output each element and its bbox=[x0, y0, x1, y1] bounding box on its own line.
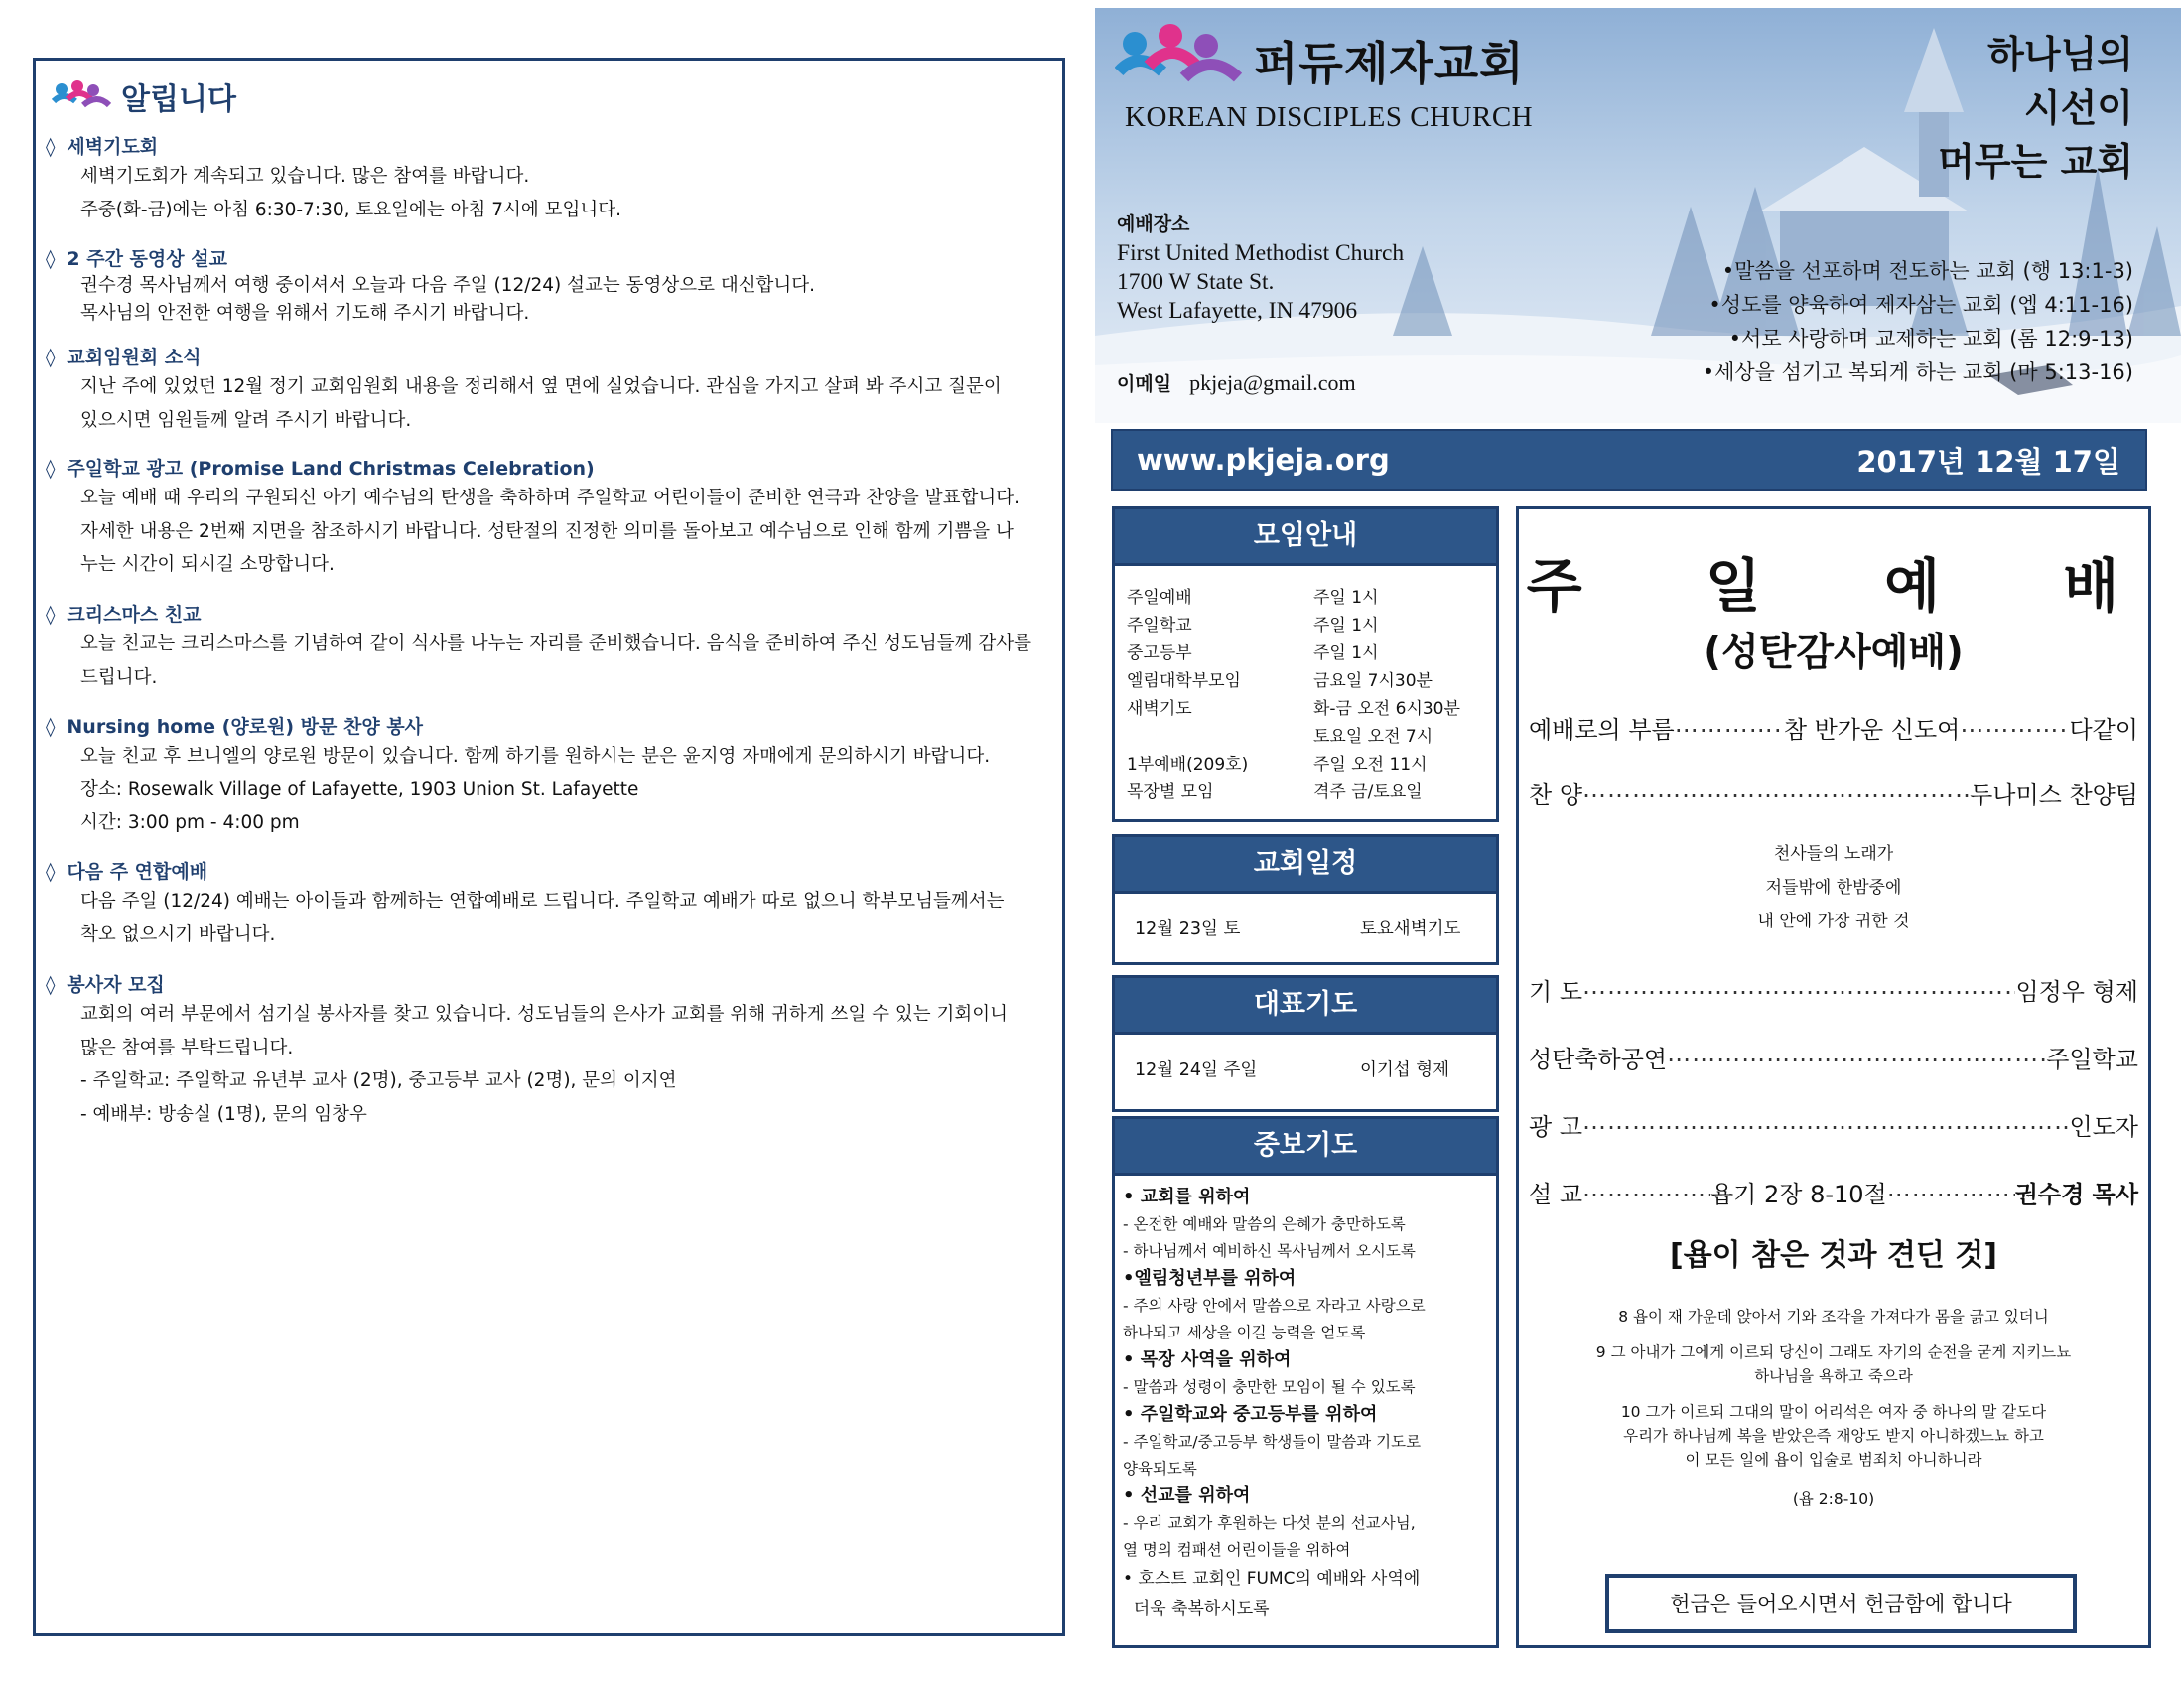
announcement-line: 누는 시간이 되시길 소망합니다. bbox=[80, 554, 335, 575]
intercession-heading: • 선교를 위하여 bbox=[1123, 1485, 1251, 1506]
scripture-line: 10 그가 이르되 그대의 말이 어리석은 여자 중 하나의 말 같도다 bbox=[1620, 1403, 2047, 1421]
announcement-line: 장소: Rosewalk Village of Lafayette, 1903 Union St. Lafayette bbox=[80, 778, 639, 800]
order-who: 다같이 bbox=[2069, 716, 2138, 744]
announcement-item bbox=[46, 246, 1052, 328]
order-who: 두나미스 찬양팀 bbox=[1970, 781, 2138, 809]
bulletin-header bbox=[1095, 8, 2181, 423]
leader-dots bbox=[1582, 1107, 2069, 1142]
announcements-header bbox=[52, 74, 236, 118]
leader-dots bbox=[1582, 775, 1970, 810]
intercession-heading: • 교회를 위하여 bbox=[1123, 1187, 1251, 1207]
church-name-en: KOREAN DISCIPLES CHURCH bbox=[1125, 101, 1534, 133]
meeting-name: 목장별 모임 bbox=[1127, 782, 1214, 802]
worship-address bbox=[1117, 239, 1404, 326]
meeting-row bbox=[1127, 751, 1496, 778]
scripture-line: 하나님을 욕하고 죽으라 bbox=[1754, 1367, 1913, 1385]
website-link[interactable]: www.pkjeja.org bbox=[1137, 443, 1390, 477]
intercession-line: - 하나님께서 예비하신 목사님께서 오시도록 bbox=[1123, 1242, 1416, 1260]
meetings-box bbox=[1112, 506, 1499, 822]
diamond-bullet-icon: ◊ bbox=[46, 458, 56, 480]
order-who: 인도자 bbox=[2069, 1113, 2138, 1141]
intercession-heading: • 목장 사역을 위하여 bbox=[1123, 1349, 1292, 1370]
announcement-line: 착오 없으시기 바랍니다. bbox=[80, 923, 276, 945]
order-who: 권수경 목사 bbox=[2014, 1181, 2139, 1208]
meeting-time: 격주 금/토요일 bbox=[1313, 782, 1423, 802]
bulletin-date: 2017년 12월 17일 bbox=[1856, 444, 2120, 479]
meeting-name: 주일학교 bbox=[1127, 616, 1192, 635]
schedule-event: 토요새벽기도 bbox=[1360, 919, 1461, 939]
motto-line: 시선이 bbox=[2023, 86, 2133, 130]
announcement-line: - 주일학교: 주일학교 유년부 교사 (2명), 중고등부 교사 (2명), 문의 이지연 bbox=[80, 1070, 677, 1091]
order-label: 성탄축하공연 bbox=[1529, 1046, 1668, 1073]
announcement-heading: 주일학교 광고 (Promise Land Christmas Celebration) bbox=[67, 458, 595, 480]
order-label: 설 교 bbox=[1529, 1181, 1582, 1208]
intercession-box bbox=[1112, 1116, 1499, 1648]
leader-dots bbox=[1675, 710, 1784, 745]
intercession-line: - 주의 사랑 안에서 말씀으로 자라고 사랑으로 bbox=[1123, 1297, 1426, 1315]
diamond-bullet-icon: ◊ bbox=[46, 136, 56, 158]
address-line: West Lafayette, IN 47906 bbox=[1117, 298, 1358, 324]
announcement-heading: 다음 주 연합예배 bbox=[67, 861, 208, 883]
announcement-line: 주중(화-금)에는 아침 6:30-7:30, 토요일에는 아침 7시에 모입니다. bbox=[80, 199, 621, 220]
leader-dots bbox=[1582, 972, 2015, 1007]
rep-prayer-name: 이기섭 형제 bbox=[1360, 1060, 1450, 1080]
meeting-time: 토요일 오전 7시 bbox=[1313, 727, 1433, 747]
address-line: First United Methodist Church bbox=[1117, 240, 1405, 266]
intercession-heading: •엘림청년부를 위하여 bbox=[1123, 1268, 1297, 1289]
announcement-item bbox=[46, 602, 1052, 694]
meeting-name: 주일예배 bbox=[1127, 588, 1192, 608]
meeting-row bbox=[1127, 639, 1496, 667]
order-item: 욥기 2장 8-10절 bbox=[1710, 1181, 1887, 1208]
announcement-line: 오늘 친교는 크리스마스를 기념하여 같이 식사를 나누는 자리를 준비했습니다. 음식을 준비하여 주신 성도님들께 감사를 bbox=[80, 633, 1032, 654]
announcement-heading: Nursing home (양로원) 방문 찬양 봉사 bbox=[67, 716, 424, 738]
hymn-line: 저들밖에 한밤중에 bbox=[1765, 878, 1902, 898]
meetings-title: 모임안내 bbox=[1115, 509, 1496, 566]
announcement-item bbox=[46, 972, 1052, 1131]
intercession-line: 하나되고 세상을 이길 능력을 얻도록 bbox=[1123, 1324, 1366, 1341]
announcement-line: 지난 주에 있었던 12월 정기 교회임원회 내용을 정리해서 옆 면에 실었습니다. 관심을 가지고 살펴 봐 주시고 질문이 bbox=[80, 376, 1002, 397]
rep-prayer-box bbox=[1112, 975, 1499, 1112]
announcement-line: 드립니다. bbox=[80, 666, 158, 688]
diamond-bullet-icon: ◊ bbox=[46, 248, 56, 270]
email-label: 이메일 bbox=[1117, 373, 1172, 395]
meeting-name: 엘림대학부모임 bbox=[1127, 671, 1241, 691]
meeting-time: 금요일 7시30분 bbox=[1313, 671, 1433, 691]
worship-order-subtitle: (성탄감사예배) bbox=[1704, 631, 1964, 675]
meeting-row bbox=[1127, 723, 1496, 751]
worship-place-label: 예배장소 bbox=[1117, 213, 1190, 235]
announcement-line: 권수경 목사님께서 여행 중이셔서 오늘과 다음 주일 (12/24) 설교는 동영상으로 대신합니다. bbox=[80, 275, 816, 296]
announcement-line: 세벽기도회가 계속되고 있습니다. 많은 참여를 바랍니다. bbox=[80, 166, 530, 187]
intercession-line: - 우리 교회가 후원하는 다섯 분의 선교사님, bbox=[1123, 1514, 1416, 1532]
order-notices bbox=[1529, 1107, 2138, 1142]
order-who: 주일학교 bbox=[2046, 1046, 2138, 1073]
order-label: 예배로의 부름 bbox=[1529, 716, 1675, 744]
order-call-to-worship bbox=[1529, 710, 2138, 745]
motto-line: 하나님의 bbox=[1987, 33, 2133, 76]
announcement-line: 있으시면 임원들께 알려 주시기 바랍니다. bbox=[80, 409, 412, 431]
meeting-name: 1부예배(209호) bbox=[1127, 755, 1249, 774]
order-label: 기 도 bbox=[1529, 978, 1582, 1006]
sermon-title: [욥이 참은 것과 견딘 것] bbox=[1669, 1238, 1998, 1273]
church-missions bbox=[1703, 254, 2133, 389]
meeting-row bbox=[1127, 584, 1496, 612]
meeting-name: 새벽기도 bbox=[1127, 699, 1192, 719]
announcement-item bbox=[46, 345, 1052, 437]
announcement-heading: 2 주간 동영상 설교 bbox=[67, 248, 227, 270]
announcement-heading: 교회임원회 소식 bbox=[67, 347, 202, 368]
announcement-line: 오늘 예배 때 우리의 구원되신 아기 예수님의 탄생을 축하하며 주일학교 어린이들이 준비한 연극과 찬양을 발표합니다. bbox=[80, 488, 1021, 508]
order-sermon bbox=[1529, 1175, 2138, 1209]
meeting-name: 중고등부 bbox=[1127, 643, 1192, 663]
announcement-heading: 크리스마스 친교 bbox=[67, 604, 202, 626]
announcement-item bbox=[46, 134, 1052, 226]
order-performance bbox=[1529, 1040, 2138, 1074]
worship-order-panel bbox=[1516, 506, 2151, 1648]
order-label: 찬 양 bbox=[1529, 781, 1582, 809]
intercession-line: 양육되도록 bbox=[1123, 1460, 1197, 1477]
announcement-item bbox=[46, 714, 1052, 840]
announcement-line: - 예배부: 방송실 (1명), 문의 임창우 bbox=[80, 1103, 367, 1125]
intercession-line: • 호스트 교회인 FUMC의 예배와 사역에 bbox=[1123, 1569, 1421, 1589]
email-link[interactable]: pkjeja@gmail.com bbox=[1189, 370, 1356, 395]
scripture-line: 8 욥이 재 가운데 앉아서 기와 조각을 가져다가 몸을 긁고 있더니 bbox=[1618, 1308, 2049, 1326]
meeting-row bbox=[1127, 778, 1496, 806]
mission-line: •서로 사랑하며 교제하는 교회 (롬 12:9-13) bbox=[1728, 327, 2133, 351]
order-item: 참 반가운 신도여 bbox=[1783, 716, 1961, 744]
scripture-line: 9 그 아내가 그에게 이르되 당신이 그래도 자기의 순전을 굳게 지키느뇨 bbox=[1595, 1343, 2072, 1361]
diamond-bullet-icon: ◊ bbox=[46, 861, 56, 883]
rep-prayer-date: 12월 24일 주일 bbox=[1135, 1060, 1258, 1080]
church-logo-icon bbox=[52, 79, 111, 113]
email-row bbox=[1117, 369, 1356, 396]
diamond-bullet-icon: ◊ bbox=[46, 716, 56, 738]
intercession-line: 열 명의 컴패션 어린이들을 위하여 bbox=[1123, 1541, 1351, 1559]
order-prayer bbox=[1529, 972, 2138, 1007]
rep-prayer-title: 대표기도 bbox=[1115, 978, 1496, 1035]
scripture-line: 이 모든 일에 욥이 입술로 범죄치 아니하니라 bbox=[1685, 1451, 1982, 1469]
announcement-heading: 봉사자 모집 bbox=[67, 974, 165, 996]
announcement-line: 목사님의 안전한 여행을 위해서 기도해 주시기 바랍니다. bbox=[80, 303, 530, 324]
church-motto bbox=[1938, 28, 2133, 189]
announcements-title: 알립니다 bbox=[121, 82, 236, 117]
website-date-bar bbox=[1111, 429, 2147, 491]
meeting-time: 주일 오전 11시 bbox=[1313, 755, 1428, 774]
diamond-bullet-icon: ◊ bbox=[46, 604, 56, 626]
intercession-line: - 주일학교/중고등부 학생들이 말씀과 기도로 bbox=[1123, 1433, 1422, 1451]
order-who: 임정우 형제 bbox=[2015, 978, 2138, 1006]
announcements-panel bbox=[33, 58, 1065, 1636]
diamond-bullet-icon: ◊ bbox=[46, 974, 56, 996]
meeting-time: 주일 1시 bbox=[1313, 643, 1379, 663]
announcement-item bbox=[46, 456, 1052, 582]
meeting-row bbox=[1127, 612, 1496, 639]
diamond-bullet-icon: ◊ bbox=[46, 347, 56, 368]
mission-line: •성도를 양육하여 제자삼는 교회 (엡 4:11-16) bbox=[1708, 293, 2133, 317]
meeting-time: 화-금 오전 6시30분 bbox=[1313, 699, 1460, 719]
church-schedule-box bbox=[1112, 834, 1499, 965]
meeting-time: 주일 1시 bbox=[1313, 588, 1379, 608]
worship-order-title: 주 일 예 배 bbox=[1526, 552, 2141, 620]
meeting-name bbox=[1127, 723, 1313, 751]
announcement-item bbox=[46, 859, 1052, 951]
intercession-line: 더욱 축복하시도록 bbox=[1123, 1599, 1270, 1618]
hymn-line: 천사들의 노래가 bbox=[1773, 844, 1894, 864]
intercession-title: 중보기도 bbox=[1115, 1119, 1496, 1176]
church-name: 퍼듀제자교회 bbox=[1254, 37, 1525, 90]
scripture-reference: (욥 2:8-10) bbox=[1792, 1490, 1875, 1508]
meeting-row bbox=[1127, 695, 1496, 723]
order-praise bbox=[1529, 775, 2138, 810]
meeting-row bbox=[1127, 667, 1496, 695]
meeting-time: 주일 1시 bbox=[1313, 616, 1379, 635]
scripture-line: 우리가 하나님께 복을 받았은즉 재앙도 받지 아니하겠느뇨 하고 bbox=[1623, 1427, 2044, 1445]
mission-line: •말씀을 선포하며 전도하는 교회 (행 13:1-3) bbox=[1721, 259, 2133, 283]
leader-dots bbox=[1667, 1040, 2046, 1074]
schedule-title: 교회일정 bbox=[1115, 837, 1496, 894]
intercession-line: - 온전한 예배와 말씀의 은혜가 충만하도록 bbox=[1123, 1215, 1406, 1233]
intercession-heading: • 주일학교와 중고등부를 위하여 bbox=[1123, 1404, 1378, 1425]
intercession-line: - 말씀과 성령이 충만한 모임이 될 수 있도록 bbox=[1123, 1378, 1416, 1396]
announcement-line: 교회의 여러 부문에서 섬기실 봉사자를 찾고 있습니다. 성도님들의 은사가 교회를 위해 귀하게 쓰일 수 있는 기회이니 bbox=[80, 1004, 1009, 1025]
address-line: 1700 W State St. bbox=[1117, 269, 1275, 295]
rep-prayer-row bbox=[1115, 1035, 1496, 1081]
schedule-date: 12월 23일 토 bbox=[1135, 919, 1241, 939]
offering-notice: 헌금은 들어오시면서 헌금함에 합니다 bbox=[1605, 1574, 2077, 1633]
leader-dots bbox=[1582, 1175, 1710, 1209]
leader-dots bbox=[1887, 1175, 2015, 1209]
announcement-line: 자세한 내용은 2번째 지면을 참조하시기 바랍니다. 성탄절의 진정한 의미를 돌아보고 예수님으로 인해 함께 기쁨을 나 bbox=[80, 520, 1014, 542]
mission-line: •세상을 섬기고 복되게 하는 교회 (마 5:13-16) bbox=[1702, 360, 2133, 384]
announcement-line: 시간: 3:00 pm - 4:00 pm bbox=[80, 812, 300, 833]
announcement-line: 오늘 친교 후 브니엘의 양로원 방문이 있습니다. 함께 하기를 원하시는 분은 윤지영 자매에게 문의하시기 바랍니다. bbox=[80, 746, 991, 767]
announcement-line: 다음 주일 (12/24) 예배는 아이들과 함께하는 연합예배로 드립니다. 주일학교 예배가 따로 없으니 학부모님들께서는 bbox=[80, 891, 1005, 912]
order-label: 광 고 bbox=[1529, 1113, 1582, 1141]
hymn-line: 내 안에 가장 귀한 것 bbox=[1757, 912, 1910, 931]
motto-line: 머무는 교회 bbox=[1938, 140, 2133, 184]
schedule-row bbox=[1115, 894, 1496, 940]
church-logo-icon bbox=[1115, 22, 1242, 91]
leader-dots bbox=[1960, 710, 2069, 745]
announcement-line: 많은 참여를 부탁드립니다. bbox=[80, 1037, 294, 1058]
announcement-heading: 세벽기도회 bbox=[67, 136, 159, 158]
